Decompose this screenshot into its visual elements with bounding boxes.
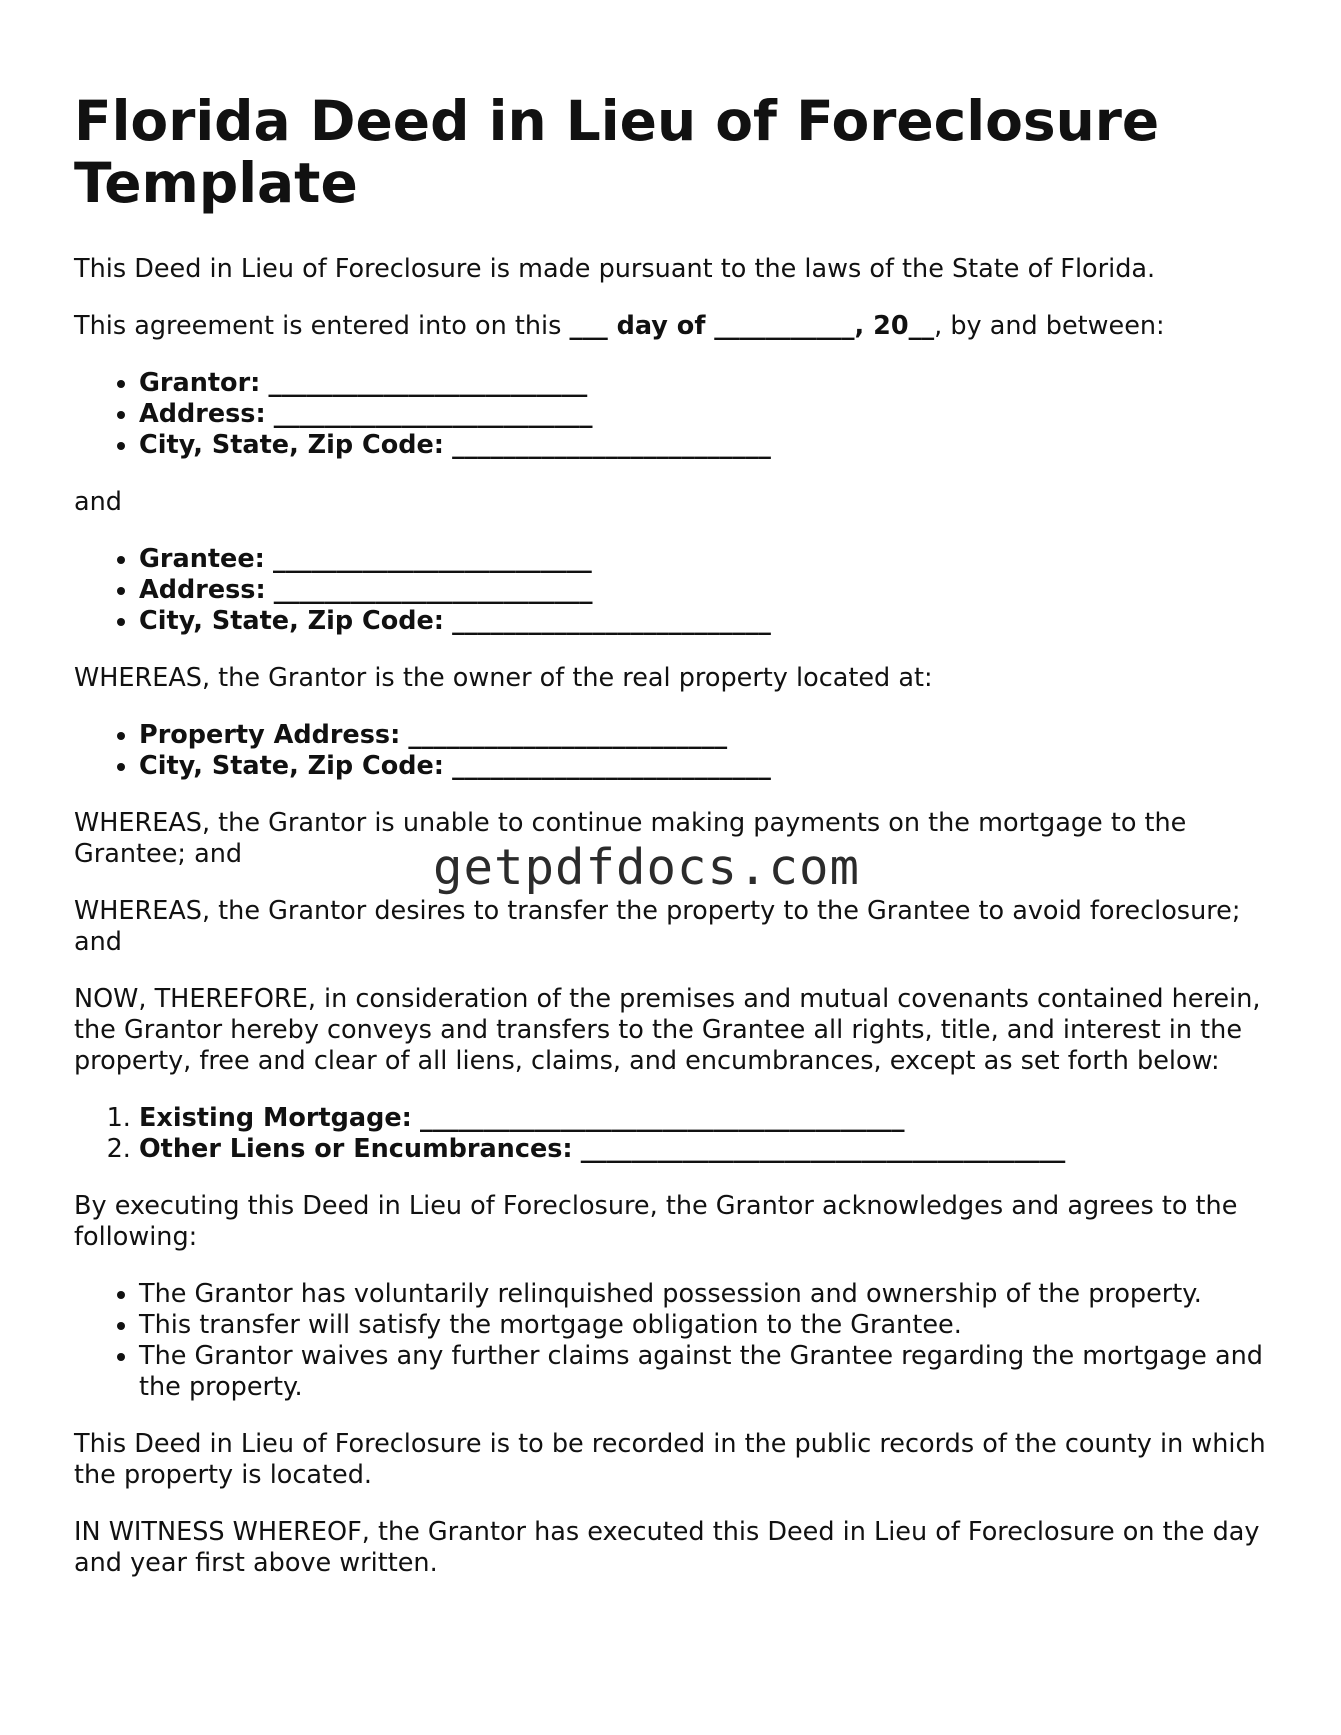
- field-blank: _________________________: [273, 399, 593, 429]
- field-blank: _________________________: [272, 544, 592, 574]
- whereas-unable-paragraph: WHEREAS, the Grantor is unable to continue making payments on the mortgage to the Grantee; and: [74, 808, 1187, 869]
- field-label: City, State, Zip Code:: [139, 606, 445, 636]
- field-label: City, State, Zip Code:: [139, 751, 445, 781]
- whereas-desires-paragraph: WHEREAS, the Grantor desires to transfer the property to the Grantee to avoid foreclosure; and: [74, 896, 1241, 957]
- field-blank: ______________________________________: [419, 1103, 905, 1133]
- field-blank: _________________________: [268, 368, 588, 398]
- whereas-owner-paragraph: WHEREAS, the Grantor is the owner of the real property located at:: [74, 663, 933, 693]
- recorded-paragraph: This Deed in Lieu of Foreclosure is to be recorded in the public records of the county in which the property is located.: [74, 1429, 1266, 1490]
- witness-paragraph: IN WITNESS WHEREOF, the Grantor has executed this Deed in Lieu of Foreclosure on the day and year first above written.: [74, 1517, 1260, 1578]
- list-item: [139, 368, 1274, 399]
- list-item: • The Grantor waives any further claims against the Grantee regarding the mortgage and the property.: [139, 1341, 1274, 1403]
- agreement-paragraph: [74, 311, 1274, 342]
- field-label: Other Liens or Encumbrances:: [139, 1134, 573, 1164]
- and-paragraph: and: [74, 487, 122, 517]
- grantor-fields-list: [74, 368, 1274, 461]
- field-label: Address:: [139, 399, 266, 429]
- list-item: [139, 575, 1274, 606]
- page-title: Florida Deed in Lieu of Foreclosure Template: [74, 89, 1160, 215]
- list-item: [139, 751, 1274, 782]
- field-label: Property Address:: [139, 720, 401, 750]
- agreement-date-blank: ___ day of ___________, 20__: [569, 311, 935, 341]
- acknowledge-paragraph: By executing this Deed in Lieu of Foreclosure, the Grantor acknowledges and agrees to the following:: [74, 1191, 1238, 1252]
- list-item: • The Grantor has voluntarily relinquished possession and ownership of the property.: [139, 1279, 1274, 1310]
- field-label: Grantor:: [139, 368, 261, 398]
- property-fields-list: [74, 720, 1274, 782]
- list-item: • This transfer will satisfy the mortgage obligation to the Grantee.: [139, 1310, 1274, 1341]
- list-item: [139, 606, 1274, 637]
- field-blank: _________________________: [452, 430, 771, 460]
- list-item: [139, 720, 1274, 751]
- grantee-fields-list: [74, 544, 1274, 637]
- list-item: [139, 399, 1274, 430]
- list-item: [139, 1103, 1274, 1134]
- acknowledgements-list: [74, 1279, 1274, 1403]
- encumbrances-list: [74, 1103, 1274, 1165]
- field-label: Address:: [139, 575, 266, 605]
- agreement-prefix: This agreement is entered into on this: [74, 311, 570, 341]
- intro-paragraph: This Deed in Lieu of Foreclosure is made pursuant to the laws of the State of Florida.: [74, 254, 1156, 284]
- list-item: [139, 544, 1274, 575]
- watermark: getpdfdocs.com: [433, 839, 861, 896]
- agreement-suffix: , by and between:: [934, 311, 1165, 341]
- field-label: City, State, Zip Code:: [139, 430, 445, 460]
- list-item: [139, 1134, 1274, 1165]
- field-blank: _________________________: [273, 575, 593, 605]
- field-label: Grantee:: [139, 544, 265, 574]
- now-therefore-paragraph: NOW, THEREFORE, in consideration of the premises and mutual covenants contained herein, the Grantor hereby conveys and transfers to the Grantee all rights, title, and interest in the property, free and clear of all liens, claims, and encumbrances, except as set forth below:: [74, 984, 1261, 1076]
- field-blank: ______________________________________: [580, 1134, 1066, 1164]
- field-label: Existing Mortgage:: [139, 1103, 412, 1133]
- field-blank: _________________________: [452, 751, 771, 781]
- field-blank: _________________________: [408, 720, 728, 750]
- field-blank: _________________________: [452, 606, 771, 636]
- list-item: [139, 430, 1274, 461]
